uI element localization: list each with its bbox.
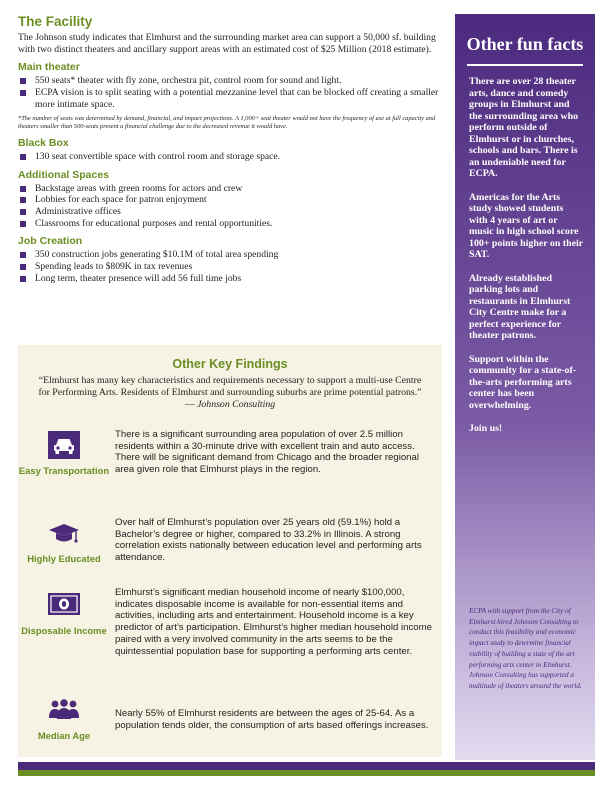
graduation-cap-icon	[48, 519, 80, 547]
people-icon	[48, 696, 80, 724]
list-item: 550 seats* theater with fly zone, orchestra pit, control room for sound and light.	[18, 75, 446, 87]
black-box-title: Black Box	[18, 136, 69, 149]
finding-label: Disposable Income	[21, 625, 107, 636]
footer-bar-purple	[18, 762, 595, 770]
money-icon	[48, 591, 80, 619]
finding-label: Median Age	[37, 730, 91, 741]
fun-fact: Already established parking lots and restaurants in Elmhurst City Centre make for a perfect experience for theater patrons.	[469, 272, 571, 341]
list-item: Long term, theater presence will add 56 full time jobs	[18, 273, 446, 285]
black-box-list	[18, 151, 446, 163]
main-theater-list	[18, 75, 446, 110]
job-creation-title: Job Creation	[18, 235, 83, 248]
list-item: Lobbies for each space for patron enjoyment	[18, 194, 446, 206]
fun-fact: Americas for the Arts study showed students with 4 years of art or music in high school score 100+ points higher on their SAT.	[469, 191, 583, 260]
footer-bar-green	[18, 770, 595, 776]
list-item: Spending leads to $809K in tax revenues	[18, 261, 446, 273]
join-us: Join us!	[469, 423, 503, 434]
key-findings-panel	[18, 345, 442, 757]
fun-fact: Support within the community for a state-of-the-arts performing arts center has been overwhelming.	[469, 353, 577, 411]
finding-text: There is a significant surrounding area population of over 2.5 million residents within a 30-minute drive with excellent train and auto access. There will be significant demand from Chicago and the broader regional area given role that Elmhurst plays in the region.	[115, 429, 419, 476]
quote-text: “Elmhurst has many key characteristics and requirements necessary to support a multi-use Centre for Performing Arts. Residents of Elmhurst and surrounding suburbs are prime potential patrons.” —	[38, 375, 422, 410]
johnson-quote	[18, 371, 442, 410]
facility-title: The Facility	[18, 14, 93, 29]
job-creation-list	[18, 249, 446, 284]
list-item: 350 construction jobs generating $10.1M of total area spending	[18, 249, 446, 261]
sidebar-footer: ECPA with support from the City of Elmhurst hired Johnson Consulting to conduct this feasibility and economic impact study to determine financial viability of building a state of the art performing arts center in Elmhurst. Johnson Consulting has supported a multitude of theaters around the world.	[469, 607, 582, 690]
additional-spaces-list	[18, 183, 446, 230]
sidebar-title: Other fun facts	[466, 34, 584, 54]
main-column	[18, 14, 446, 285]
list-item: Administrative offices	[18, 206, 446, 218]
seat-footnote: *The number of seats was determined by demand, financial, and impact projections. A 1,000+ seat theater would not have the frequency of use at full capacity and theaters smaller than 500-seats present a financial challenge due to the decreased revenue it would have.	[18, 115, 436, 131]
additional-spaces-title: Additional Spaces	[18, 168, 110, 181]
quote-author: Johnson Consulting	[197, 398, 276, 410]
finding-text: Over half of Elmhurst’s population over 25 years old (59.1%) hold a Bachelor’s degree or higher, compared to 33.2% in Illinois. A strong correlation exists nationally between education level and performing arts attendance.	[115, 517, 422, 564]
fun-facts-sidebar	[455, 14, 595, 760]
car-icon	[48, 431, 80, 459]
finding-label: Highly Educated	[27, 553, 101, 564]
list-item: ECPA vision is to split seating with a potential mezzanine level that can be blocked off creating a smaller more intimate space.	[18, 87, 446, 110]
finding-text: Nearly 55% of Elmhurst residents are between the ages of 25-64. As a population tends older, the consumption of arts based offerings increases.	[115, 708, 429, 731]
main-theater-title: Main theater	[18, 61, 80, 74]
list-item: Classrooms for educational purposes and rental opportunities.	[18, 218, 446, 230]
key-findings-title: Other Key Findings	[172, 357, 288, 371]
fun-fact: There are over 28 theater arts, dance and comedy groups in Elmhurst and the surrounding area who perform outside of Elmhurst or in churches, schools and bars. There is an undeniable need for ECPA.	[469, 76, 579, 179]
finding-text: Elmhurst’s significant median household income of nearly $100,000, indicates disposable income is available for non-essential items and activities, including arts and entertainment. Household income is a key predictor of art’s participation. Elmhurst’s higher median household income paired with a very involved community in the arts seems to be the quintessential population base for supporting a performing arts center.	[115, 587, 432, 657]
facility-intro: The Johnson study indicates that Elmhurst and the surrounding market area can support a 50,000 sf. building with two distinct theaters and ancillary support areas with an estimated cost of $25 Million (2018 estimate).	[18, 32, 436, 55]
list-item: Backstage areas with green rooms for actors and crew	[18, 183, 446, 195]
finding-label: Easy Transportation	[18, 465, 110, 476]
list-item: 130 seat convertible space with control room and storage space.	[18, 151, 446, 163]
